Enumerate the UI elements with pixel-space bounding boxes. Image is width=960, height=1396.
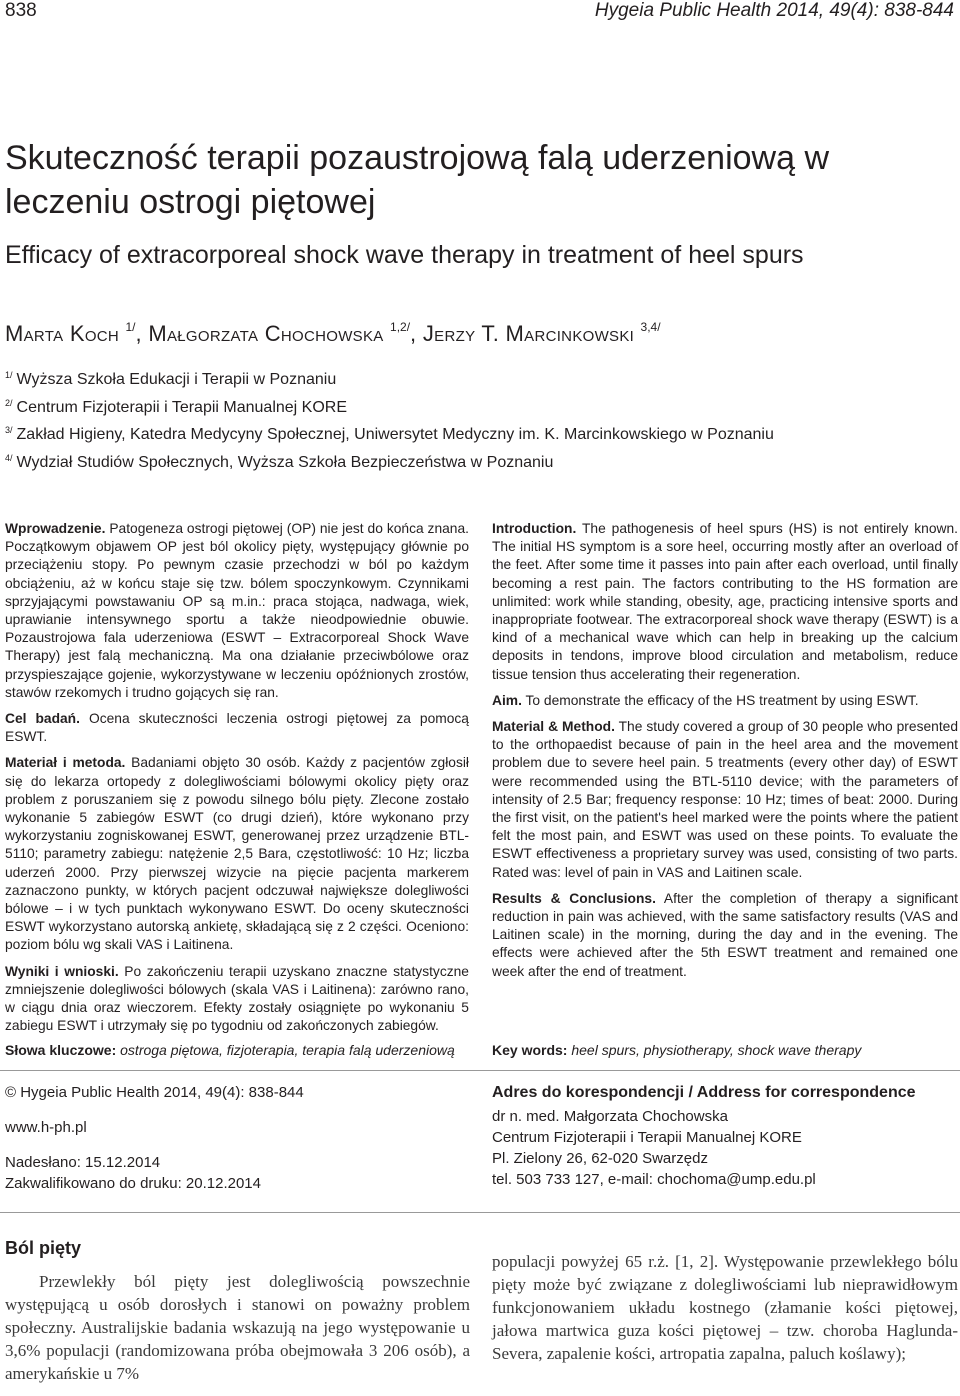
section-heading: Ból pięty — [5, 1238, 82, 1258]
author-name: Marta Koch — [5, 321, 120, 346]
body-text-right: populacji powyżej 65 r.ż. [1, 2]. Występowanie przewlekłego bólu pięty może być związane z dolegliwościami lub nieprawidłowym funkcjonowaniem układu kostnego (złamanie kości piętowej, jałowa martwica guza kości piętowej – tzw. choroba Haglunda-Severa, zapalenie kości, artropatia zapalna, paluch koślawy); — [492, 1252, 958, 1363]
authors: Marta Koch $^{1/}$, Małgorzata Chochowska $^{1,2/}$, Jerzy T. Marcinkowski $^{3,4/}$ — [5, 320, 661, 346]
affiliations — [5, 364, 945, 474]
abstract-paragraph: Material & Method. The study covered a group of 30 people who presented to the orthopaedist because of pain in the heel area and the movement problem due to severe heel pain. 5 treatments (every other day) of ESWT were recommended using the BTL-5110 device; with the parameters of intensity of 2.5 Bar; frequency response: 10 Hz; times of beat: 2000. During the first visit, on the patient's heel marked were the points where the patient felt the most pain, and ESWT was used on these points. To evaluate the ESWT effectiveness a proprietary survey was used, consisting of two parts. Rated was: level of pain in VAS and Laitinen scale. — [492, 719, 958, 880]
correspondence-address — [492, 1106, 958, 1190]
website-link[interactable]: www.h-ph.pl — [5, 1119, 87, 1136]
title-polish: Skuteczność terapii pozaustrojową falą uderzeniową w leczeniu ostrogi piętowej — [5, 139, 830, 221]
abstract-paragraph: Aim. To demonstrate the efficacy of the HS treatment by using ESWT. — [492, 692, 919, 708]
submitted-date: Nadesłano: 15.12.2014 — [5, 1154, 161, 1171]
abstract-paragraph: Results & Conclusions. After the completion of therapy a significant reduction in pain was achieved, with the same satisfactory results (VAS and Laitinen scale) in the morning, during the day and in the evening. The effects were achieved after the 5th ESWT treatment and remained one week after the end of treatment. — [492, 890, 958, 979]
title-english: Efficacy of extracorporeal shock wave therapy in treatment of heel spurs — [5, 241, 804, 269]
copyright: © Hygeia Public Health 2014, 49(4): 838-844 — [5, 1084, 304, 1101]
author-sup: 1,2/ — [390, 320, 411, 334]
address-line: dr n. med. Małgorzata Chochowska — [492, 1108, 728, 1125]
author-name: Jerzy T. Marcinkowski — [422, 321, 635, 346]
abstract-paragraph: Wprowadzenie. Patogeneza ostrogi piętowej (OP) nie jest do końca znana. Początkowym objawem OP jest ból okolicy pięty, występujący głównie po przeciążeniu stopy. Po pewnym czasie przechodzi w ból po każdym obciążeniu, aż w końcu staje się tzw. bólem spoczynkowym. Czynnikami sprzyjającymi powstawaniu OP są m.in.: praca stojąca, nadwaga, wiek, uprawianie intensywnego sportu a także nieodpowiednie obuwie. Pozaustrojowa fala uderzeniowa (ESWT – Extracorporeal Shock Wave Therapy) jest falą mechaniczną. Ma ona działanie przeciwbólowe oraz przyspieszające gojenie, wykorzystywane w leczeniu opóźnionych zrostów, stawów rzekomych i trudno gojących się ran. — [5, 521, 469, 700]
abstract-paragraph: Introduction. The pathogenesis of heel spurs (HS) is not entirely known. The initial HS symptom is a sore heel, occurring mostly after an overload of the feet. After some time it passes into pain after each overload, until finally becoming a rest pain. The factors contributing to the HS formation are unlimited: work while standing, obesity, age, practicing intensive sports and inappropriate footwear. The extracorporeal shock wave therapy (ESWT) is a kind of a mechanical wave which can help in breaking up the calcium deposits in tendons, improve blood circulation and metabolism, reduce tissue tension thus accelerating their regeneration. — [492, 521, 958, 682]
abstract-paragraph: Materiał i metoda. Badaniami objęto 30 osób. Każdy z pacjentów zgłosił się do lekarza ortopedy z dolegliwościami bólowymi okolicy pięty oraz problem z poruszaniem się z powodu silnego bólu pięty. Zlecone zostało wykonanie 5 zabiegów ESWT (co drugi dzień), które wykonano przy wykorzystaniu zogniskowanej ESWT, generowanej przez urządzenie BTL-5110; parametry zabiegu: natężenie 2,5 Bara, częstotliwość: 10 Hz; liczba uderzeń 2000. Przy pierwszej wizycie na pięcie pacjenta markerem zaznaczono punkty, w których pacjent odczuwał największe dolegliwości bólowe – i w tych punktach wykonywano ESWT. Do oceny skuteczności ESWT wykorzystano autorską ankietę, składającą się z 2 części. Oceniono: poziom bólu wg skali VAS i Laitinena. — [5, 755, 469, 953]
abstract-paragraph: Cel badań. Ocena skuteczności leczenia ostrogi piętowej za pomocą ESWT. — [5, 711, 469, 745]
affiliation: $^{2/}$ Centrum Fizjoterapii i Terapii Manualnej KORE — [5, 397, 348, 416]
address-line[interactable]: tel. 503 733 127, e-mail: chochoma@ump.edu.pl — [492, 1171, 816, 1188]
affiliation: $^{4/}$ Wydział Studiów Społecznych, Wyższa Szkoła Bezpieczeństwa w Poznaniu — [5, 452, 554, 471]
accepted-date: Zakwalifikowano do druku: 20.12.2014 — [5, 1175, 261, 1192]
affiliation: $^{3/}$ Zakład Higieny, Katedra Medycyny Społecznej, Uniwersytet Medyczny im. K. Marcinkowskiego w Poznaniu — [5, 425, 774, 443]
affiliation: $^{1/}$ Wyższa Szkoła Edukacji i Terapii w Poznaniu — [5, 370, 337, 388]
address-line: Pl. Zielony 26, 62-020 Swarzędz — [492, 1150, 708, 1167]
author-sup: 1/ — [125, 320, 136, 334]
keywords-english: Key words: heel spurs, physiotherapy, shock wave therapy — [492, 1042, 862, 1058]
correspondence-heading: Adres do korespondencji / Address for correspondence — [492, 1084, 916, 1101]
keywords-polish: Słowa kluczowe: ostroga piętowa, fizjoterapia, terapia falą uderzeniową — [5, 1042, 455, 1058]
divider — [0, 1070, 960, 1071]
abstract-paragraph: Wyniki i wnioski. Po zakończeniu terapii uzyskano znaczne statystyczne zmniejszenie dolegliwości bólowych (skala VAS i Laitinena): zarówno rano, w ciągu dnia oraz wieczorem. Efekty zostały osiągnięte po wykonaniu 5 zabiegu ESWT i utrzymały się po tygodniu od zakończonych zabiegów. — [5, 963, 469, 1034]
address-line: Centrum Fizjoterapii i Terapii Manualnej KORE — [492, 1129, 802, 1146]
page-number: 838 — [5, 0, 37, 21]
divider — [0, 1212, 960, 1213]
author-sup: 3,4/ — [640, 320, 661, 334]
abstract-english — [492, 520, 958, 989]
publication-info — [5, 1115, 475, 1194]
abstract-polish — [5, 520, 469, 1043]
body-text-left: Przewlekły ból pięty jest dolegliwością powszechnie występującą u osób dorosłych i stanowi on poważny problem społeczny. Australijskie badania wskazują na jego występowanie u 3,6% populacji (randomizowana próba obejmowała 3 206 osób), a amerykańskie u 7% — [5, 1272, 470, 1383]
journal-header: Hygeia Public Health 2014, 49(4): 838-844 — [594, 0, 954, 21]
author-name: Małgorzata Chochowska — [148, 321, 384, 346]
